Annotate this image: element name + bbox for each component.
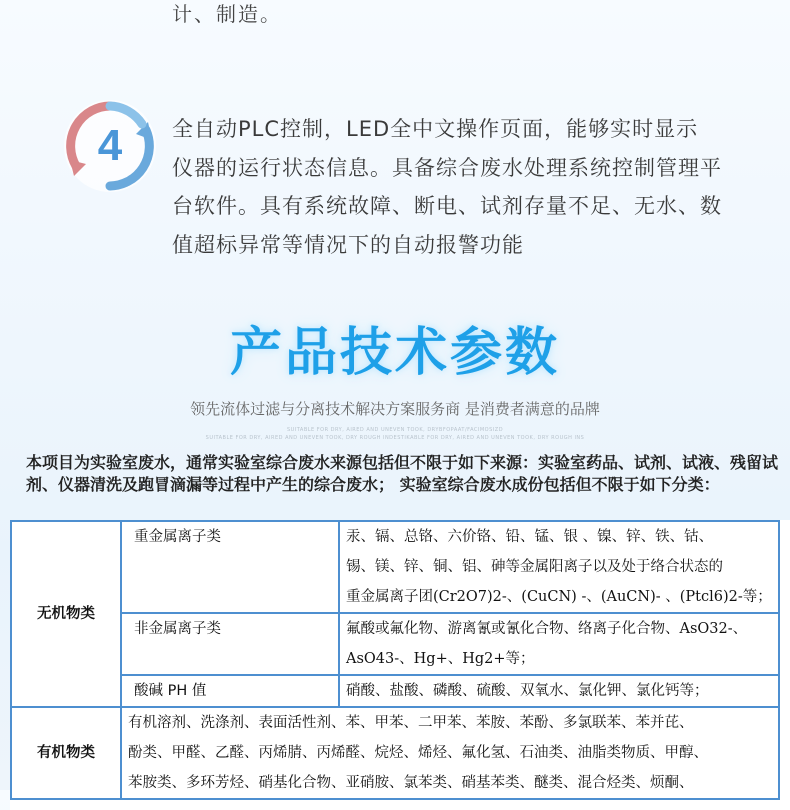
table-row — [11, 521, 779, 613]
subcategory-cell: 非金属离子类 — [121, 613, 339, 675]
composition-table-wrap — [10, 520, 790, 810]
number-4-text: 4 — [97, 121, 123, 170]
feature-line: 值超标异常等情况下的自动报警功能 — [172, 232, 524, 257]
feature-line: 全自动PLC控制，LED全中文操作页面，能够实时显示 — [172, 117, 699, 141]
feature-line: 台软件。具有系统故障、断电、试剂存量不足、无水、数 — [172, 194, 722, 218]
content-cell: 有机溶剂、洗涤剂、表面活性剂、苯、甲苯、二甲苯、苯胺、苯酚、多氯联苯、苯并芘、 酚类、甲醛、乙醛、丙烯腈、丙烯醛、烷烃、烯烃、氟化氢、石油类、油脂类物质、甲醇、 苯胺类、多环芳烃、硝基化合物、亚硝胺、氯苯类、硝基苯类、醚类、混合烃类、烦酮、 — [121, 707, 779, 799]
content-cell: 汞、镉、总铬、六价铬、铅、锰、银 、镍、锌、铁、钴、 锡、镁、锌、铜、铝、砷等金属阳离子以及处于络合状态的 重金属离子团(Cr2O7)2-、(CuCN) -、(AuCN)- 、(Ptcl6)2-等； — [339, 521, 779, 613]
category-cell: 有机物类 — [11, 707, 121, 799]
content-cell: 氟酸或氟化物、游离氰或氰化合物、络离子化合物、AsO32-、 AsO43-、Hg+、Hg2+等； — [339, 613, 779, 675]
tiny-caption-1: SUITABLE FOR DRY, AIRED AND UNEVEN TOOK, DRYBFOPAAT/FACIMOSIZD — [286, 427, 504, 433]
tiny-caption-2: SUITABLE FOR DRY, AIRED AND UNEVEN TOOK, DRY ROUGH INDESTIKABLE FOR DRY, AIRED AND UNEVEN TOOK, DRY ROUGH INS — [205, 435, 585, 441]
table-row — [11, 675, 779, 707]
feature-description — [172, 110, 762, 264]
section-title: 产品技术参数 — [229, 323, 560, 383]
top-text: 计、制造。 — [172, 2, 282, 26]
table-row — [11, 707, 779, 799]
feature-line: 仪器的运行状态信息。具备综合废水处理系统控制管理平 — [172, 155, 722, 180]
section-subtitle: 领先流体过滤与分离技术解决方案服务商 是消费者满意的品牌 — [190, 400, 600, 418]
subcategory-cell: 重金属离子类 — [121, 521, 339, 613]
number-4-cycle-icon — [62, 98, 158, 194]
composition-table — [10, 520, 780, 800]
content-cell: 硝酸、盐酸、磷酸、硫酸、双氧水、氯化钾、氯化钙等； — [339, 675, 779, 707]
intro-paragraph: 本项目为实验室废水，通常实验室综合废水来源包括但不限于如下来源：实验室药品、试剂、试液、残留试剂、仪器清洗及跑冒滴漏等过程中产生的综合废水； 实验室综合废水成份包括但不限于如下分类： — [26, 453, 779, 494]
category-cell: 无机物类 — [11, 521, 121, 707]
table-row — [11, 613, 779, 675]
subcategory-cell: 酸碱 PH 值 — [121, 675, 339, 707]
